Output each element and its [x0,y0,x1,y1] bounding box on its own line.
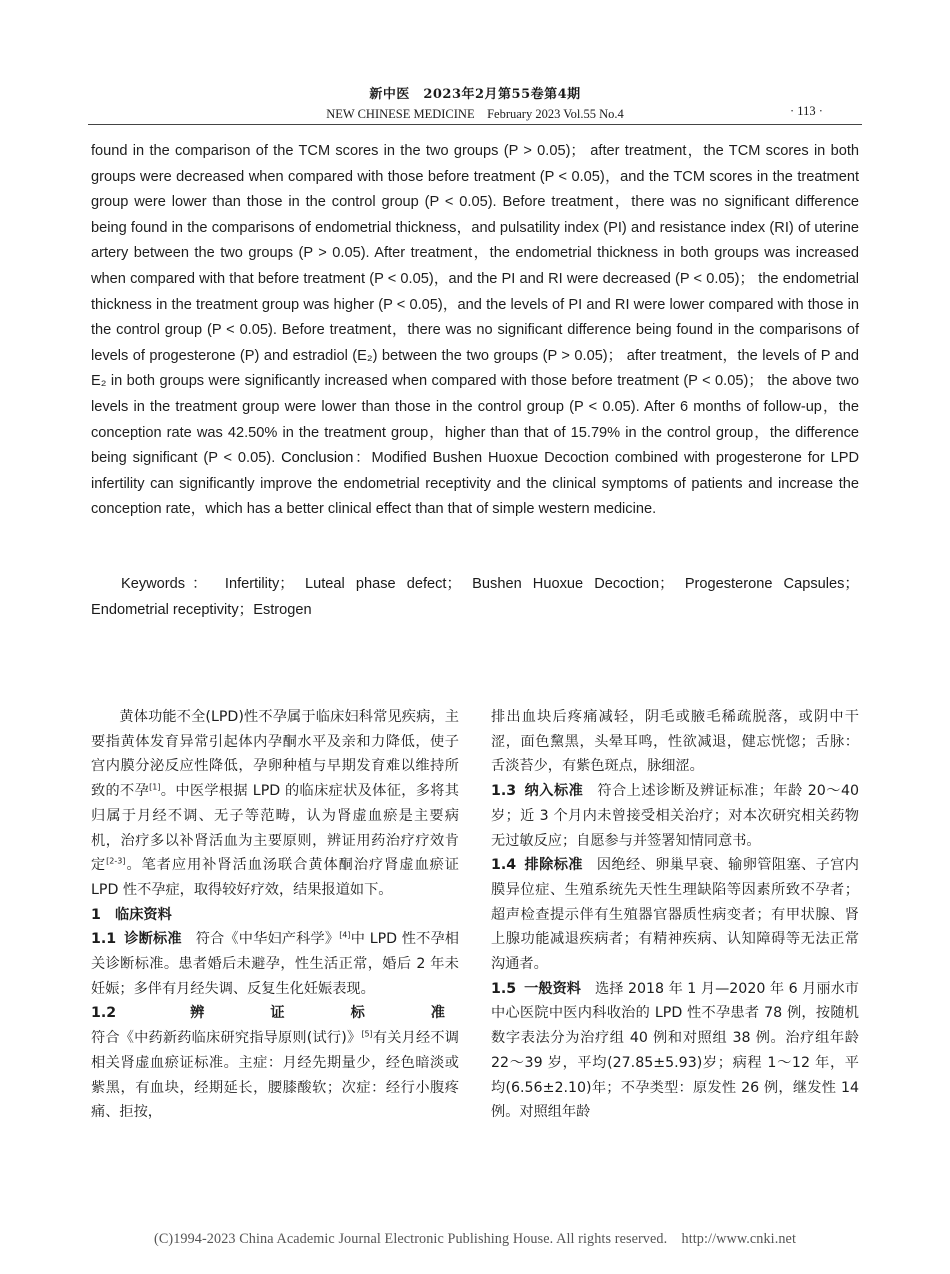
conclusion-text: Modified Bushen Huoxue Decoction combined with progesterone for LPD infertility can significantly improve the endometrial receptivity and the clinical symptoms of patients and increase the conception rate，which has a better clinical effect than that of simple western medicine. [91,450,859,518]
intro-text-a: 黄体功能不全(LPD)性不孕属于临床妇科常见疾病，主要指黄体发育异常引起体内孕酮水平及亲和力降低，使子宫内膜分泌反应性降低，孕卵种植与早期发育难以维持所致的不孕 [91,709,459,800]
keywords-text: Infertility； Luteal phase defect； Bushen Huoxue Decoction； Progesterone Capsules； Endometrial receptivity；Estrogen [91,576,859,618]
subsection-text: 选择 2018 年 1 月—2020 年 6 月丽水市中心医院中医内科收治的 LPD 性不孕患者 78 例，按随机数字表法分为治疗组 40 例和对照组 38 例。治疗组年龄 22～39 岁，平均(27.85±5.93)岁；病程 1～12 年，平均(6.56±2.10)年；不孕类型：原发性 26 例，继发性 14 例。对照组年龄 [491,980,859,1121]
subsection-title: 辨证标准 [124,1005,445,1022]
subsection-text: 符合《中药新药临床研究指导原则(试行)》 [91,1030,362,1047]
subsection-1-2 [91,1001,459,1125]
subsection-1-1 [91,927,459,1001]
intro-text-b: 。中医学根据 LPD 的临床症状及体征，多将其归属于月经不调、无子等范畴，认为肾虚血瘀是主要病机，治疗多以补肾活血为主要原则，辨证用药治疗疗效肯定 [91,783,459,874]
journal-title-en: NEW CHINESE MEDICINE February 2023 Vol.55 No.4 [326,107,624,121]
header-rule [88,124,862,125]
keywords-block [91,572,859,623]
subsection-number: 1.3 [491,783,517,800]
subsection-title: 一般资料 [524,980,581,997]
abstract-results-text: found in the comparison of the TCM scores in the two groups (P > 0.05)； after treatment，the TCM scores in both groups were decreased when compared with those before treatment (P < 0.05)，and the TCM scores in the treatment group were lower than those in the control group (P < 0.05). Before treatment，there was no significant difference being found in the comparisons of endometrial thickness，and pulsatility index (PI) and resistance index (RI) of uterine artery between the two groups (P > 0.05). After treatment，the endometrial thickness in both groups was increased when compared with that before treatment (P < 0.05)，and the PI and RI were decreased (P < 0.05)； the endometrial thickness in the treatment group was higher (P < 0.05)，and the levels of PI and RI were lower compared with those in the control group (P < 0.05). Before treatment，there was no significant difference being found in the comparisons of levels of progesterone (P) and estradiol (E₂) between the two groups (P > 0.05)； after treatment，the levels of P and E₂ in both groups were significantly increased when compared with those before treatment (P < 0.05)； the above two levels in the treatment group were lower than those in the control group (P < 0.05). After 6 months of follow-up，the conception rate was 42.50% in the treatment group，higher than that of 15.79% in the control group，the difference being significant (P < 0.05). [91,143,859,467]
subsection-number: 1.1 [91,931,117,948]
journal-title-cn: 新中医 2023年2月第55卷第4期 [369,87,581,102]
subsection-text: 有关月经不调相关肾虚血瘀证标准。主症：月经先期量少，经色暗淡或紫黑，有血块，经期延长，腰膝酸软；次症：经行小腹疼痛、拒按， [91,1030,459,1121]
subsection-number: 1.4 [491,857,517,874]
copyright-footer: (C)1994-2023 China Academic Journal Electronic Publishing House. All rights reserved. http://www.cnki.net [154,1231,796,1247]
body-left-column [91,705,459,1125]
conclusion-label: Conclusion： [281,450,372,467]
citation-ref: [4] [339,930,351,940]
section-heading-1: 1 临床资料 [91,906,172,923]
abstract-paragraph [91,139,859,523]
subsection-text: 符合上述诊断及辨证标准；年龄 20～40 岁；近 3 个月内未曾接受相关治疗；对本次研究相关药物无过敏反应；自愿参与并签署知情同意书。 [491,783,859,849]
citation-ref: [5] [361,1029,373,1039]
body-right-column [491,705,859,1125]
subsection-1-4 [491,853,859,977]
intro-paragraph [91,705,459,903]
intro-text-c: 。笔者应用补肾活血汤联合黄体酮治疗肾虚血瘀证 LPD 性不孕症，取得较好疗效，结果报道如下。 [91,857,459,898]
subsection-title: 纳入标准 [524,783,584,800]
citation-ref: [2-3] [106,856,126,866]
subsection-number: 1.5 [491,980,517,997]
keywords-label: Keywords： [121,576,214,592]
continued-paragraph: 排出血块后疼痛减轻，阴毛或腋毛稀疏脱落，或阴中干涩，面色黧黑，头晕耳鸣，性欲减退，健忘恍惚；舌脉：舌淡苔少，有紫色斑点，脉细涩。 [491,709,859,775]
citation-ref: [1] [149,782,161,792]
subsection-text: 因绝经、卵巢早衰、输卵管阻塞、子宫内膜异位症、生殖系统先天性生理缺陷等因素所致不孕者；超声检查提示伴有生殖器官器质性病变者；有甲状腺、肾上腺功能减退疾病者；有精神疾病、认知障碍等无法正常沟通者。 [491,857,859,973]
subsection-text: 中 LPD 性不孕相关诊断标准。患者婚后未避孕，性生活正常，婚后 2 年未妊娠；多伴有月经失调、反复生化妊娠表现。 [91,931,459,997]
english-abstract [91,139,859,523]
page-number: · 113 · [790,104,823,118]
subsection-1-3 [491,779,859,853]
subsection-number: 1.2 [91,1005,117,1022]
subsection-1-5 [491,977,859,1125]
subsection-text: 符合《中华妇产科学》 [195,931,340,948]
subsection-title: 排除标准 [524,857,583,874]
subsection-title: 诊断标准 [124,931,182,948]
